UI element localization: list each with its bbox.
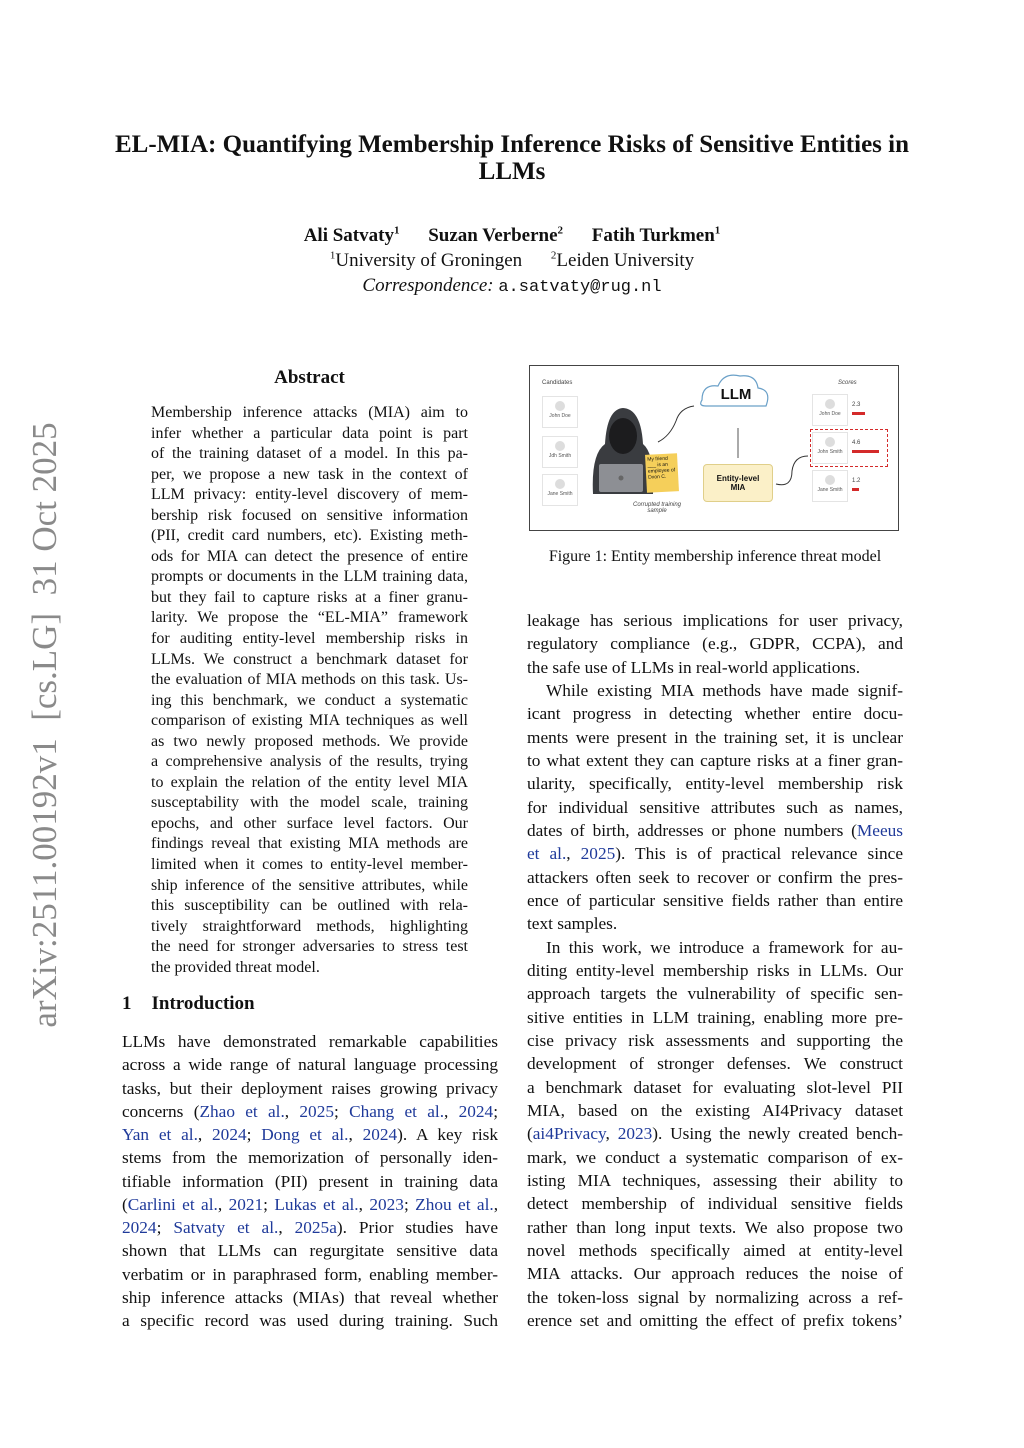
text-line xyxy=(527,1052,903,1075)
text-span: In this work, we introduce a framework for au- xyxy=(546,937,903,957)
text-span: across a wide range of natural language processing xyxy=(122,1055,498,1075)
text-span: comparison of existing MIA techniques as well xyxy=(151,712,468,730)
citation-link[interactable]: 2021 xyxy=(228,1194,264,1214)
score-value: 2.3 xyxy=(852,402,861,408)
text-line xyxy=(122,1170,498,1193)
text-span: While existing MIA methods have made signif- xyxy=(546,680,903,700)
citation-link[interactable]: 2023 xyxy=(617,1124,653,1144)
text-line xyxy=(527,702,903,725)
text-line xyxy=(151,424,468,445)
text-line xyxy=(527,632,903,655)
text-span: , xyxy=(278,1218,295,1237)
text-span: cise privacy risk assessments and supporting the xyxy=(527,1030,903,1050)
text-span: ( xyxy=(122,1194,128,1214)
citation-link[interactable]: 2025 xyxy=(299,1101,334,1121)
citation-link[interactable]: 2023 xyxy=(369,1194,404,1214)
text-line xyxy=(527,1146,903,1169)
text-line xyxy=(151,485,468,506)
section-heading: 1 Introduction xyxy=(122,993,255,1014)
text-line xyxy=(151,917,468,938)
text-span: ). Using the newly created bench- xyxy=(652,1124,903,1144)
text-span: , xyxy=(217,1194,229,1214)
text-line xyxy=(527,819,903,842)
text-span: larity. We propose the “EL-MIA” framework xyxy=(151,609,468,627)
email-link[interactable]: a.satvaty@rug.nl xyxy=(498,278,662,297)
text-span: ing this benchmark, we conduct a systematic xyxy=(151,691,468,709)
text-line xyxy=(527,656,903,679)
text-line xyxy=(527,1239,903,1262)
score-value: 1.2 xyxy=(852,478,861,484)
text-span: LLMs have demonstrated remarkable capabilities xyxy=(122,1032,498,1051)
scores-label: Scores xyxy=(838,380,857,386)
text-line xyxy=(151,588,468,609)
avatar-icon xyxy=(825,475,835,485)
text-span: , xyxy=(493,1194,499,1214)
score-card xyxy=(812,470,848,502)
text-span: to explain the relation of the entity level MIA xyxy=(151,773,468,791)
text-span: verbatim or in paraphrased form, enabling member- xyxy=(122,1264,498,1284)
text-line xyxy=(151,732,468,753)
text-span: shown that LLMs can regurgitate sensitive data xyxy=(122,1241,498,1261)
text-span: ; xyxy=(403,1194,416,1214)
text-line xyxy=(527,679,903,702)
text-line xyxy=(122,1053,498,1076)
text-span: ship inference of the sensitive attributes, while xyxy=(151,876,468,894)
intro-right-column xyxy=(527,609,903,1332)
citation-link[interactable]: ai4Privacy xyxy=(532,1124,606,1144)
citation-link[interactable]: et al. xyxy=(527,844,567,864)
highlight-box xyxy=(810,429,888,467)
text-span: ence of particular sensitive fields rather than entire xyxy=(527,890,903,910)
text-span: stems from the memorization of personally iden- xyxy=(122,1148,498,1168)
text-span: attackers often seek to recover or confirm the pres- xyxy=(527,867,903,887)
text-line xyxy=(527,1029,903,1052)
text-line xyxy=(527,982,903,1005)
text-span: ; xyxy=(333,1101,350,1121)
text-line xyxy=(151,526,468,547)
text-span: tifiable information (PII) present in training data xyxy=(122,1171,498,1191)
citation-link[interactable]: Chang et al. xyxy=(349,1101,445,1121)
text-line xyxy=(151,444,468,465)
text-span: , xyxy=(444,1101,459,1121)
text-span: the safe use of LLMs in real-world applications. xyxy=(527,657,861,677)
text-line xyxy=(151,937,468,958)
text-span: to what extent they can capture risks at a finer gran- xyxy=(527,750,903,770)
citation-link[interactable]: 2025 xyxy=(580,844,616,864)
text-line xyxy=(122,1286,498,1309)
correspondence: Correspondence: a.satvaty@rug.nl xyxy=(362,275,662,297)
citation-link[interactable]: 2024 xyxy=(362,1125,398,1144)
text-span: ). Prior studies have xyxy=(336,1218,498,1237)
text-span: findings reveal that existing MIA methods are xyxy=(151,835,468,853)
text-span: dates of birth, addresses or phone numbers ( xyxy=(527,820,857,840)
text-line xyxy=(151,752,468,773)
text-span: MIA, based on the existing AI4Privacy dataset xyxy=(527,1100,903,1120)
text-line xyxy=(527,1122,903,1145)
avatar-icon xyxy=(825,399,835,409)
entity-level-mia-box: Entity-level MIA xyxy=(703,464,773,502)
text-line xyxy=(151,876,468,897)
text-line xyxy=(527,1192,903,1215)
text-span: epochs, and other surface level factors. Our xyxy=(151,814,468,832)
score-bar xyxy=(852,412,865,415)
text-line xyxy=(151,608,468,629)
citation-link[interactable]: Carlini et al. xyxy=(127,1194,218,1214)
candidates-label: Candidates xyxy=(542,380,573,386)
text-span: erence set and omitting the effect of prefix tokens’ xyxy=(527,1310,903,1330)
text-line xyxy=(527,959,903,982)
text-span: limited when it comes to entity-level member- xyxy=(151,856,468,874)
text-line xyxy=(122,1193,498,1216)
text-span: , xyxy=(197,1125,213,1144)
text-line xyxy=(527,1286,903,1309)
affiliations xyxy=(0,250,1024,272)
text-span: the need for stronger adversaries to stress test xyxy=(151,938,468,956)
citation-link[interactable]: Meeus xyxy=(856,820,903,840)
score-name: Jane Smith xyxy=(817,487,843,493)
candidate-card: Jdh Smith xyxy=(542,436,578,468)
text-span: sitive entities in LLM training, enabling more pre- xyxy=(527,1007,903,1027)
text-span: as two newly proposed methods. We provide xyxy=(151,732,468,750)
text-line xyxy=(527,609,903,632)
author: Ali Satvaty$^1$ xyxy=(303,225,400,247)
text-span: concerns ( xyxy=(122,1101,200,1121)
affiliation: $^2$Leiden University xyxy=(550,250,695,272)
score-name: John Doe xyxy=(819,411,841,417)
citation-link[interactable]: Zhao et al. xyxy=(199,1101,285,1121)
corrupted-sample-note: My friend ___ is an employee of Dxon C. xyxy=(645,453,679,493)
text-line xyxy=(151,629,468,650)
text-span: ( xyxy=(527,1124,533,1144)
text-line xyxy=(527,912,903,935)
text-line xyxy=(151,958,468,979)
text-span: ; xyxy=(263,1194,275,1214)
text-line xyxy=(122,1146,498,1169)
text-span: ; xyxy=(493,1101,498,1121)
text-line xyxy=(151,506,468,527)
text-span: per, we propose a new task in the context of xyxy=(151,465,468,483)
text-span: ). This is of practical relevance since xyxy=(615,844,903,864)
text-span: approach targets the vulnerability of specific sen- xyxy=(527,984,903,1004)
llm-label: LLM xyxy=(720,386,752,403)
text-span: , xyxy=(358,1194,370,1214)
text-span: a specific record was used during training. Such xyxy=(122,1311,498,1330)
citation-link[interactable]: Satvaty et al. xyxy=(173,1218,279,1237)
text-span: the evaluation of MIA methods on this task. Us- xyxy=(151,671,468,689)
text-span: , xyxy=(566,844,581,864)
text-line xyxy=(122,1216,498,1239)
citation-link[interactable]: Zhou et al. xyxy=(415,1194,494,1214)
score-name: John Smith xyxy=(817,449,843,455)
text-line xyxy=(151,567,468,588)
figure-1-threat-model xyxy=(529,365,899,531)
text-span: susceptability with the model scale, training xyxy=(151,794,468,812)
text-line xyxy=(151,691,468,712)
text-line xyxy=(527,936,903,959)
text-span: diting entity-level membership risks in LLMs. Our xyxy=(527,960,903,980)
text-line xyxy=(527,796,903,819)
text-span: for individual sensitive attributes such as names, xyxy=(527,797,903,817)
figure-caption: Figure 1: Entity membership inference threat model xyxy=(548,548,882,565)
text-span: ship inference attacks (MIAs) that reveal whether xyxy=(122,1287,498,1307)
abstract-body xyxy=(151,403,468,978)
text-span: ments were present in the training set, it is unclear xyxy=(527,727,903,747)
citation-link[interactable]: 2024 xyxy=(122,1218,157,1237)
citation-link[interactable]: Dong et al. xyxy=(261,1125,349,1144)
text-span: mark, we conduct a systematic comparison of ex- xyxy=(527,1147,903,1167)
text-line xyxy=(527,1076,903,1099)
text-line xyxy=(527,1006,903,1029)
text-span: , xyxy=(284,1101,300,1121)
text-line xyxy=(151,465,468,486)
citation-link[interactable]: Yan et al. xyxy=(122,1125,198,1144)
text-span: of the training dataset of a model. In this pa- xyxy=(151,445,468,463)
author-list xyxy=(0,225,1024,247)
text-line xyxy=(151,814,468,835)
citation-link[interactable]: 2024 xyxy=(212,1125,247,1144)
text-span: prompts or documents in the LLM training data, xyxy=(151,568,468,586)
score-card xyxy=(812,394,848,426)
text-line xyxy=(151,403,468,424)
text-span: development of stronger defenses. We construct xyxy=(527,1054,903,1074)
citation-link[interactable]: 2025a xyxy=(294,1218,337,1237)
text-span: ; xyxy=(246,1125,262,1144)
text-span: leakage has serious implications for user privacy, xyxy=(527,611,903,630)
text-line xyxy=(527,772,903,795)
author: Suzan Verberne$^2$ xyxy=(428,225,564,247)
text-line xyxy=(151,773,468,794)
text-line xyxy=(151,834,468,855)
text-line xyxy=(527,749,903,772)
text-span: ). A key risk xyxy=(397,1125,499,1144)
author: Fatih Turkmen$^1$ xyxy=(591,225,721,247)
text-span: bership risk focused on sensitive information xyxy=(151,506,468,524)
text-line xyxy=(151,670,468,691)
text-line xyxy=(527,1309,903,1332)
text-span: Membership inference attacks (MIA) aim to xyxy=(151,404,468,421)
text-span: rather than long input texts. We also propose two xyxy=(527,1217,903,1237)
text-line xyxy=(151,650,468,671)
text-span: ularity, specifically, entity-level membership risk xyxy=(527,774,903,794)
text-span: LLMs. We construct a benchmark dataset for xyxy=(151,650,468,668)
note-caption: Corrupted training sample xyxy=(632,502,682,514)
candidate-card: John Doe xyxy=(542,396,578,428)
text-span: tively straightforward methods, highlighting xyxy=(151,917,468,935)
text-span: ; xyxy=(156,1218,174,1237)
text-span: MIA attacks. Our approach reduces the noise of xyxy=(527,1264,903,1284)
text-span: detect membership of individual sensitive fields xyxy=(527,1194,903,1214)
text-span: , xyxy=(605,1124,618,1144)
text-span: infer whether a particular data point is part xyxy=(151,424,468,442)
text-line xyxy=(527,1169,903,1192)
intro-left-column xyxy=(122,1030,498,1332)
text-span: a comprehensive analysis of the results, trying xyxy=(151,753,468,771)
text-line xyxy=(527,1216,903,1239)
abstract-heading: Abstract xyxy=(274,367,345,388)
text-span: tasks, but their deployment raises growing privacy xyxy=(122,1078,498,1098)
text-line xyxy=(151,547,468,568)
text-line xyxy=(122,1263,498,1286)
text-span: but they fail to capture risks at a finer granu- xyxy=(151,588,468,606)
text-line xyxy=(122,1123,498,1146)
text-span: this susceptibility can be outlined with rela- xyxy=(151,897,468,915)
candidate-card: Jane Smith xyxy=(542,474,578,506)
text-line xyxy=(527,1262,903,1285)
text-line xyxy=(122,1030,498,1053)
score-value: 4.6 xyxy=(852,440,861,446)
text-line xyxy=(122,1239,498,1262)
text-span: a benchmark dataset for evaluating slot-level PII xyxy=(527,1077,903,1097)
paper-title: EL-MIA: Quantifying Membership Inference Risks of Sensitive Entities in LLMs xyxy=(115,131,909,185)
text-line xyxy=(527,889,903,912)
affiliation: $^1$University of Groningen xyxy=(329,250,523,272)
arxiv-identifier: arXiv:2511.00192v1 [cs.LG] 31 Oct 2025 xyxy=(25,422,64,1028)
text-line xyxy=(151,711,468,732)
citation-link[interactable]: Lukas et al. xyxy=(274,1194,359,1214)
text-line xyxy=(527,1099,903,1122)
text-span: , xyxy=(348,1125,363,1144)
text-span: text samples. xyxy=(527,914,618,934)
citation-link[interactable]: 2024 xyxy=(458,1101,494,1121)
text-line xyxy=(122,1100,498,1123)
text-line xyxy=(151,855,468,876)
text-span: isting MIA techniques, assessing their ability to xyxy=(527,1170,903,1190)
text-line xyxy=(122,1077,498,1100)
score-bar xyxy=(852,488,859,491)
text-line xyxy=(122,1309,498,1332)
text-span: ods for MIA can detect the presence of entire xyxy=(151,547,468,565)
text-span: LLM privacy: entity-level discovery of mem- xyxy=(151,486,468,504)
text-span: (PII, credit card numbers, etc). Existing meth- xyxy=(151,527,468,545)
text-line xyxy=(527,866,903,889)
text-span: regulatory compliance (e.g., GDPR, CCPA), and xyxy=(527,634,903,654)
text-line xyxy=(151,793,468,814)
text-line xyxy=(151,896,468,917)
text-span: icant progress in detecting whether entire docu- xyxy=(527,704,903,724)
text-span: novel methods specifically aimed at entity-level xyxy=(527,1240,903,1260)
text-line xyxy=(527,842,903,865)
text-span: the provided threat model. xyxy=(151,958,320,976)
text-span: for auditing entity-level membership risks in xyxy=(151,630,468,648)
text-span: the token-loss signal by normalizing across a ref- xyxy=(527,1287,903,1307)
text-line xyxy=(527,726,903,749)
